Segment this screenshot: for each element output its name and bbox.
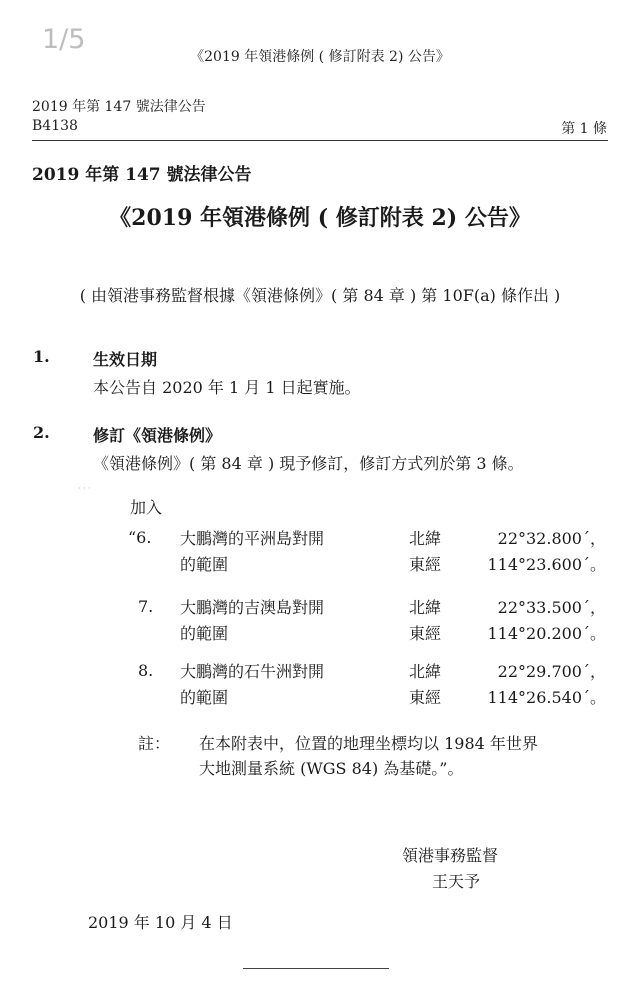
header-divider <box>32 140 608 141</box>
section-reference: 第 1 條 <box>561 121 607 137</box>
latitude-label: 北緯 <box>409 598 442 617</box>
area-8-number: 8. <box>138 661 154 680</box>
latitude-value: 22°32.800´， <box>497 529 606 548</box>
signatory-title: 領港事務監督 <box>402 846 499 865</box>
area-7-number: 7. <box>138 597 154 616</box>
running-title: 《2019 年領港條例 ( 修訂附表 2) 公告》 <box>190 49 450 65</box>
section-2-body: 《領港條例》( 第 84 章 ) 現予修訂，修訂方式列於第 3 條。 <box>93 454 524 473</box>
footer-divider <box>243 968 389 969</box>
longitude-value: 114°26.540´。 <box>487 688 606 707</box>
latitude-label: 北緯 <box>409 529 442 548</box>
area-6-desc-line2: 的範圍 <box>180 555 229 574</box>
area-7-coordinates <box>487 595 606 647</box>
area-7-desc-line2: 的範圍 <box>180 624 229 643</box>
section-1-number: 1. <box>33 347 50 366</box>
note-label: 註： <box>138 734 171 753</box>
area-7-coord-labels <box>409 595 441 647</box>
signatory-name: 王天予 <box>432 872 481 891</box>
scan-speck: · · · <box>78 484 91 493</box>
latitude-value: 22°29.700´， <box>497 662 606 681</box>
area-8-description <box>180 659 324 711</box>
area-6-desc-line1: 大鵬灣的平洲島對開 <box>180 529 325 548</box>
document-title: 《2019 年領港條例 ( 修訂附表 2) 公告》 <box>109 205 531 231</box>
latitude-label: 北緯 <box>409 662 442 681</box>
gazette-reference: 2019 年第 147 號法律公告 <box>32 99 206 115</box>
section-2-heading: 修訂《領港條例》 <box>93 426 222 445</box>
area-6-coordinates <box>487 526 606 578</box>
area-8-coordinates <box>487 659 606 711</box>
section-1-heading: 生效日期 <box>93 350 158 369</box>
area-8-coord-labels <box>409 659 441 711</box>
signature-block <box>402 843 498 895</box>
area-6-number: “6. <box>128 528 152 547</box>
note-line2: 大地測量系統 (WGS 84) 為基礎。”。 <box>199 759 464 778</box>
area-6-description <box>180 526 324 578</box>
area-7-desc-line1: 大鵬灣的吉澳島對開 <box>180 598 325 617</box>
latitude-value: 22°33.500´， <box>497 598 606 617</box>
page-code: B4138 <box>32 118 78 134</box>
authority-statement: ( 由領港事務監督根據《領港條例》( 第 84 章 ) 第 10F(a) 條作出 ) <box>79 286 561 305</box>
longitude-value: 114°23.600´。 <box>487 555 606 574</box>
longitude-label: 東經 <box>409 688 442 707</box>
section-2-number: 2. <box>33 423 50 442</box>
area-7-description <box>180 595 324 647</box>
note-text <box>199 731 538 781</box>
note-line1: 在本附表中，位置的地理坐標均以 1984 年世界 <box>199 734 538 753</box>
section-1-body: 本公告自 2020 年 1 月 1 日起實施。 <box>93 378 361 397</box>
longitude-value: 114°20.200´。 <box>487 624 606 643</box>
longitude-label: 東經 <box>409 624 442 643</box>
add-label: 加入 <box>130 498 163 517</box>
area-8-desc-line2: 的範圍 <box>180 688 229 707</box>
area-6-coord-labels <box>409 526 441 578</box>
notice-number: 2019 年第 147 號法律公告 <box>32 165 252 185</box>
longitude-label: 東經 <box>409 555 442 574</box>
area-8-desc-line1: 大鵬灣的石牛洲對開 <box>180 662 325 681</box>
page-indicator: 1/5 <box>42 24 86 55</box>
notice-date: 2019 年 10 月 4 日 <box>88 913 233 932</box>
